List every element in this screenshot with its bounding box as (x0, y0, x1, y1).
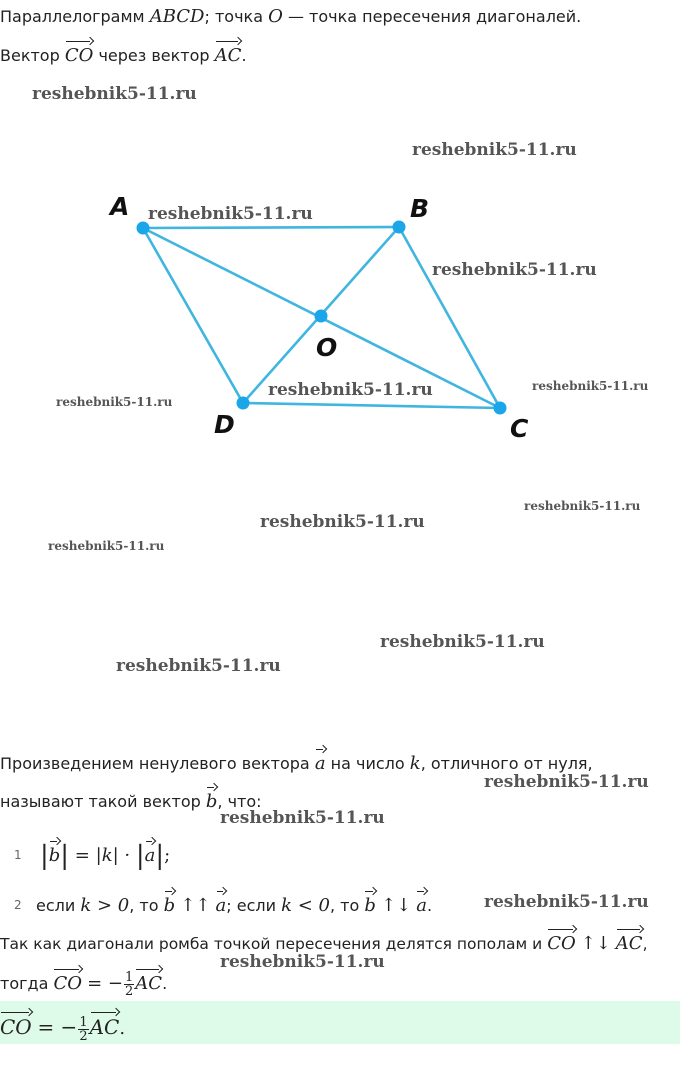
point-b (393, 221, 406, 234)
watermark: reshebnik5-11.ru (532, 379, 649, 393)
label-b: B (410, 194, 430, 223)
watermark: reshebnik5-11.ru (48, 539, 165, 553)
vector-a: a (416, 888, 427, 917)
vector-a: a (216, 888, 227, 917)
vector-ac: AC (215, 38, 242, 67)
label-a: A (110, 192, 130, 221)
theory-line-1: Произведением ненулевого вектора a на число k, отличного от нуля, (0, 746, 593, 775)
task-line-1: Параллелограмм ABCD; точка O — точка пересечения диагоналей. (0, 6, 582, 27)
watermark: reshebnik5-11.ru (116, 656, 281, 676)
vector-co: CO (547, 926, 576, 955)
list-number-1: 1 (14, 848, 22, 862)
watermark: reshebnik5-11.ru (412, 140, 577, 160)
theory-item-2: если k > 0, то b ↑↑ a; если k < 0, то b ↑↓ a. (36, 888, 432, 917)
watermark: reshebnik5-11.ru (148, 204, 313, 224)
theory-item-1: | b| = |k| · | a|; (40, 838, 170, 867)
list-number-2: 2 (14, 898, 22, 912)
watermark: reshebnik5-11.ru (268, 380, 433, 400)
vector-b: b (49, 838, 61, 867)
vector-b: b (206, 784, 218, 813)
watermark: reshebnik5-11.ru (220, 808, 385, 828)
watermark: reshebnik5-11.ru (380, 632, 545, 652)
vector-b: b (164, 888, 176, 917)
point-d (237, 397, 250, 410)
task-line-2: Вектор CO через вектор AC. (0, 38, 247, 67)
vector-b: b (364, 888, 376, 917)
vector-co: CO (0, 1009, 32, 1038)
solution-line-2: тогда CO = − $\frac{1}{2}$ AC. (0, 966, 167, 998)
solution-line-1: Так как диагонали ромба точкой пересечения делятся пополам и CO ↑↓ AC, (0, 926, 648, 955)
watermark: reshebnik5-11.ru (432, 260, 597, 280)
point-c (494, 402, 507, 415)
label-o: O (316, 333, 338, 362)
watermark: reshebnik5-11.ru (260, 512, 425, 532)
watermark: reshebnik5-11.ru (484, 892, 649, 912)
answer-formula: CO = − $\frac{1}{2}$ AC. (0, 1009, 125, 1043)
watermark: reshebnik5-11.ru (484, 772, 649, 792)
vector-ac: AC (135, 966, 162, 995)
watermark: reshebnik5-11.ru (524, 499, 641, 513)
watermark: reshebnik5-11.ru (56, 395, 173, 409)
watermark: reshebnik5-11.ru (32, 84, 197, 104)
vector-co: CO (65, 38, 94, 67)
label-d: D (214, 410, 235, 439)
parallelogram-figure (0, 180, 680, 450)
answer-box (0, 1001, 680, 1044)
fraction-one-half: $\frac{1}{2}$ (125, 970, 134, 999)
fraction-one-half: $\frac{1}{2}$ (79, 1014, 88, 1044)
watermark: reshebnik5-11.ru (220, 952, 385, 972)
vector-a: a (145, 838, 156, 867)
side-ab (143, 227, 399, 228)
vector-a: a (315, 746, 326, 775)
theory-line-2: называют такой вектор b, что: (0, 784, 262, 813)
vector-ac: AC (90, 1009, 120, 1038)
vector-co: CO (53, 966, 82, 995)
side-cd (243, 403, 500, 408)
vector-ac: AC (616, 926, 643, 955)
point-o (315, 310, 328, 323)
label-c: C (510, 414, 529, 443)
